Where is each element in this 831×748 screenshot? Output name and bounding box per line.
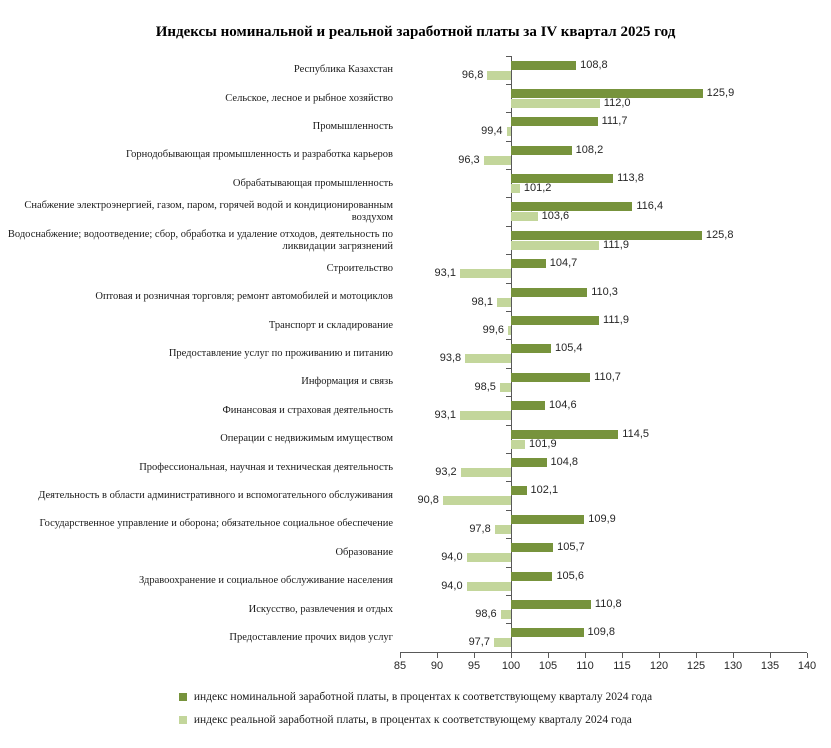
bar-nominal <box>511 288 587 297</box>
value-label: 109,9 <box>588 512 616 525</box>
category-tick <box>506 396 511 397</box>
value-label: 98,6 <box>475 607 497 620</box>
bar-real <box>511 99 600 108</box>
value-label: 104,6 <box>549 399 577 412</box>
bar-nominal <box>511 486 527 495</box>
plot-cell <box>400 595 807 623</box>
category-label: Снабжение электроэнергией, газом, паром, горячей водой и кондиционированным воздухом <box>24 200 393 224</box>
value-label: 104,8 <box>550 455 579 468</box>
bar-real <box>495 525 511 534</box>
plot-cell <box>400 56 807 84</box>
bar-real <box>487 71 511 80</box>
category-tick <box>506 84 511 85</box>
axis-tick <box>770 653 771 658</box>
bar-nominal <box>511 316 599 325</box>
plot-cell <box>400 255 807 283</box>
chart-row <box>0 312 807 340</box>
category-label: Предоставление услуг по проживанию и питанию <box>168 348 393 360</box>
bar-real <box>484 156 511 165</box>
value-label: 125,9 <box>706 86 735 99</box>
plot-cell <box>400 368 807 396</box>
chart-row <box>0 539 807 567</box>
chart-row <box>0 340 807 368</box>
bar-nominal <box>511 515 584 524</box>
value-label: 108,2 <box>575 143 604 156</box>
axis-tick <box>659 653 660 658</box>
chart-row <box>0 255 807 283</box>
category-label: Республика Казахстан <box>293 64 393 76</box>
value-label: 112,0 <box>603 96 631 109</box>
bar-nominal <box>511 259 546 268</box>
plot-cell <box>400 198 807 226</box>
axis-tick <box>511 653 512 658</box>
value-label: 103,6 <box>541 210 570 223</box>
plot-cell <box>400 283 807 311</box>
value-label: 99,6 <box>482 324 505 337</box>
legend-swatch-real <box>179 716 187 724</box>
axis-tick <box>400 653 401 658</box>
category-label: Транспорт и складирование <box>268 319 393 331</box>
chart-row <box>0 283 807 311</box>
value-label: 109,8 <box>587 626 616 639</box>
category-tick <box>506 481 511 482</box>
axis-tick <box>622 653 623 658</box>
category-tick <box>506 56 511 57</box>
bar-nominal <box>511 430 618 439</box>
plot-cell <box>400 113 807 141</box>
category-tick <box>506 226 511 227</box>
category-tick <box>506 623 511 624</box>
plot-cell <box>400 539 807 567</box>
category-label: Искусство, развлечения и отдых <box>248 603 393 615</box>
legend-item-nominal <box>179 691 652 703</box>
axis-tick-label: 115 <box>613 660 631 673</box>
bar-real <box>511 440 525 449</box>
chart-row <box>0 84 807 112</box>
bar-nominal <box>511 600 591 609</box>
axis-tick <box>807 653 808 658</box>
value-label: 101,9 <box>529 437 557 450</box>
category-tick <box>506 538 511 539</box>
bar-real <box>461 468 511 477</box>
category-tick <box>506 197 511 198</box>
category-label: Сельское, лесное и рыбное хозяйство <box>225 92 393 104</box>
value-label: 111,7 <box>601 115 628 128</box>
bar-nominal <box>511 543 553 552</box>
chart-row <box>0 170 807 198</box>
axis-tick <box>437 653 438 658</box>
value-label: 94,0 <box>441 551 463 564</box>
category-label: Здравоохранение и социальное обслуживание населения <box>139 575 393 587</box>
value-label: 93,8 <box>439 352 462 365</box>
value-label: 93,1 <box>434 409 456 422</box>
value-label: 93,2 <box>435 465 457 478</box>
x-axis <box>393 652 817 675</box>
value-label: 94,0 <box>441 579 463 592</box>
value-label: 99,4 <box>481 125 503 138</box>
value-label: 98,5 <box>474 380 496 393</box>
axis-tick-label: 90 <box>430 660 444 673</box>
plot-cell <box>400 141 807 169</box>
value-label: 97,8 <box>469 522 491 535</box>
plot-cell <box>400 312 807 340</box>
axis-tick <box>696 653 697 658</box>
value-label: 93,1 <box>434 267 456 280</box>
category-tick <box>506 453 511 454</box>
category-label: Образование <box>335 546 393 558</box>
value-label: 105,6 <box>556 569 584 582</box>
chart-row <box>0 510 807 538</box>
legend-item-real <box>179 714 652 726</box>
chart-rows <box>0 56 807 652</box>
bar-real <box>467 582 511 591</box>
bar-real <box>500 383 511 392</box>
category-label: Горнодобывающая промышленность и разработка карьеров <box>126 149 393 161</box>
value-label: 97,7 <box>468 636 490 649</box>
value-label: 104,7 <box>549 257 578 270</box>
bar-real <box>511 184 520 193</box>
chart-row <box>0 198 807 226</box>
category-label: Операции с недвижимым имуществом <box>220 433 393 445</box>
bar-real <box>460 411 511 420</box>
axis-tick <box>548 653 549 658</box>
plot-cell <box>400 453 807 481</box>
category-label: Водоснабжение; водоотведение; сбор, обработка и удаление отходов, деятельность по ликвидации загрязнений <box>7 228 393 252</box>
category-label: Профессиональная, научная и техническая деятельность <box>139 461 393 473</box>
plot-cell <box>400 340 807 368</box>
value-label: 101,2 <box>523 182 552 195</box>
value-label: 110,3 <box>591 285 618 298</box>
chart-row <box>0 624 807 652</box>
category-label: Деятельность в области административного и вспомогательного обслуживания <box>38 490 393 502</box>
value-label: 108,8 <box>580 58 608 71</box>
chart-row <box>0 397 807 425</box>
category-label: Промышленность <box>312 120 393 132</box>
bar-nominal <box>511 401 545 410</box>
bar-chart <box>0 56 831 675</box>
chart-row <box>0 368 807 396</box>
category-label: Финансовая и страховая деятельность <box>222 404 393 416</box>
bar-nominal <box>511 146 572 155</box>
category-label: Предоставление прочих видов услуг <box>229 632 393 643</box>
bar-real <box>494 638 511 647</box>
category-tick <box>506 339 511 340</box>
bar-real <box>511 212 538 221</box>
bar-real <box>497 298 511 307</box>
category-tick <box>506 283 511 284</box>
plot-cell <box>400 425 807 453</box>
category-tick <box>506 254 511 255</box>
value-label: 116,4 <box>636 200 664 213</box>
plot-cell <box>400 226 807 254</box>
axis-tick-label: 120 <box>649 660 669 673</box>
chart-row <box>0 425 807 453</box>
legend-label-nominal: индекс номинальной заработной платы, в процентах к соответствующему кварталу 2024 года <box>193 691 653 704</box>
chart-row <box>0 141 807 169</box>
category-tick <box>506 169 511 170</box>
chart-row <box>0 482 807 510</box>
bar-real <box>507 127 511 136</box>
category-tick <box>506 368 511 369</box>
axis-tick-label: 100 <box>501 660 521 673</box>
axis-tick-label: 130 <box>723 660 743 673</box>
value-label: 111,9 <box>603 314 629 327</box>
chart-row <box>0 595 807 623</box>
plot-cell <box>400 170 807 198</box>
plot-cell <box>400 482 807 510</box>
bar-real <box>508 326 511 335</box>
value-label: 96,3 <box>458 153 480 166</box>
plot-cell <box>400 567 807 595</box>
bar-nominal <box>511 61 576 70</box>
chart-row <box>0 226 807 254</box>
value-label: 113,8 <box>617 172 644 185</box>
category-tick <box>506 311 511 312</box>
legend-label-real: индекс реальной заработной платы, в процентах к соответствующему кварталу 2024 года <box>193 714 632 727</box>
category-tick <box>506 567 511 568</box>
bar-nominal <box>511 202 632 211</box>
chart-row <box>0 56 807 84</box>
bar-real <box>501 610 511 619</box>
value-label: 105,7 <box>557 541 585 554</box>
axis-tick-label: 125 <box>686 660 706 673</box>
axis-tick-label: 85 <box>393 660 407 673</box>
bar-nominal <box>511 458 547 467</box>
chart-title: Индексы номинальной и реальной заработной платы за IV квартал 2025 год <box>155 24 676 40</box>
value-label: 110,8 <box>594 597 622 610</box>
value-label: 102,1 <box>530 484 559 497</box>
chart-row <box>0 567 807 595</box>
category-tick <box>506 510 511 511</box>
bar-real <box>465 354 511 363</box>
bar-real <box>511 241 599 250</box>
category-tick <box>506 141 511 142</box>
category-label: Информация и связь <box>301 376 393 388</box>
axis-tick-label: 95 <box>467 660 481 673</box>
value-label: 105,4 <box>554 342 583 355</box>
bar-real <box>460 269 511 278</box>
category-tick <box>506 112 511 113</box>
category-tick <box>506 425 511 426</box>
category-label: Государственное управление и оборона; обязательное социальное обеспечение <box>39 518 393 530</box>
bar-nominal <box>511 117 598 126</box>
plot-cell <box>400 84 807 112</box>
category-tick <box>506 595 511 596</box>
bar-nominal <box>511 344 551 353</box>
legend <box>179 691 652 726</box>
plot-cell <box>400 510 807 538</box>
axis-tick-label: 105 <box>538 660 558 673</box>
axis-tick <box>585 653 586 658</box>
axis-tick-label: 135 <box>760 660 780 673</box>
axis-tick <box>474 653 475 658</box>
category-label: Обрабатывающая промышленность <box>232 177 393 189</box>
value-label: 110,7 <box>594 370 621 383</box>
bar-nominal <box>511 628 584 637</box>
chart-row <box>0 453 807 481</box>
plot-cell <box>400 397 807 425</box>
category-label: Оптовая и розничная торговля; ремонт автомобилей и мотоциклов <box>95 291 393 303</box>
legend-swatch-nominal <box>179 693 187 701</box>
bar-nominal <box>511 373 590 382</box>
bar-real <box>443 496 511 505</box>
axis-tick-label: 140 <box>797 660 817 673</box>
axis-tick-label: 110 <box>576 660 594 673</box>
value-label: 90,8 <box>417 494 439 507</box>
value-label: 96,8 <box>461 68 484 81</box>
plot-cell <box>400 624 807 652</box>
axis-tick <box>733 653 734 658</box>
chart-row <box>0 113 807 141</box>
value-label: 98,1 <box>471 295 493 308</box>
bar-real <box>467 553 511 562</box>
bar-nominal <box>511 572 552 581</box>
value-label: 114,5 <box>622 427 650 440</box>
category-label: Строительство <box>326 262 393 274</box>
value-label: 111,9 <box>603 238 629 251</box>
value-label: 125,8 <box>705 228 734 241</box>
